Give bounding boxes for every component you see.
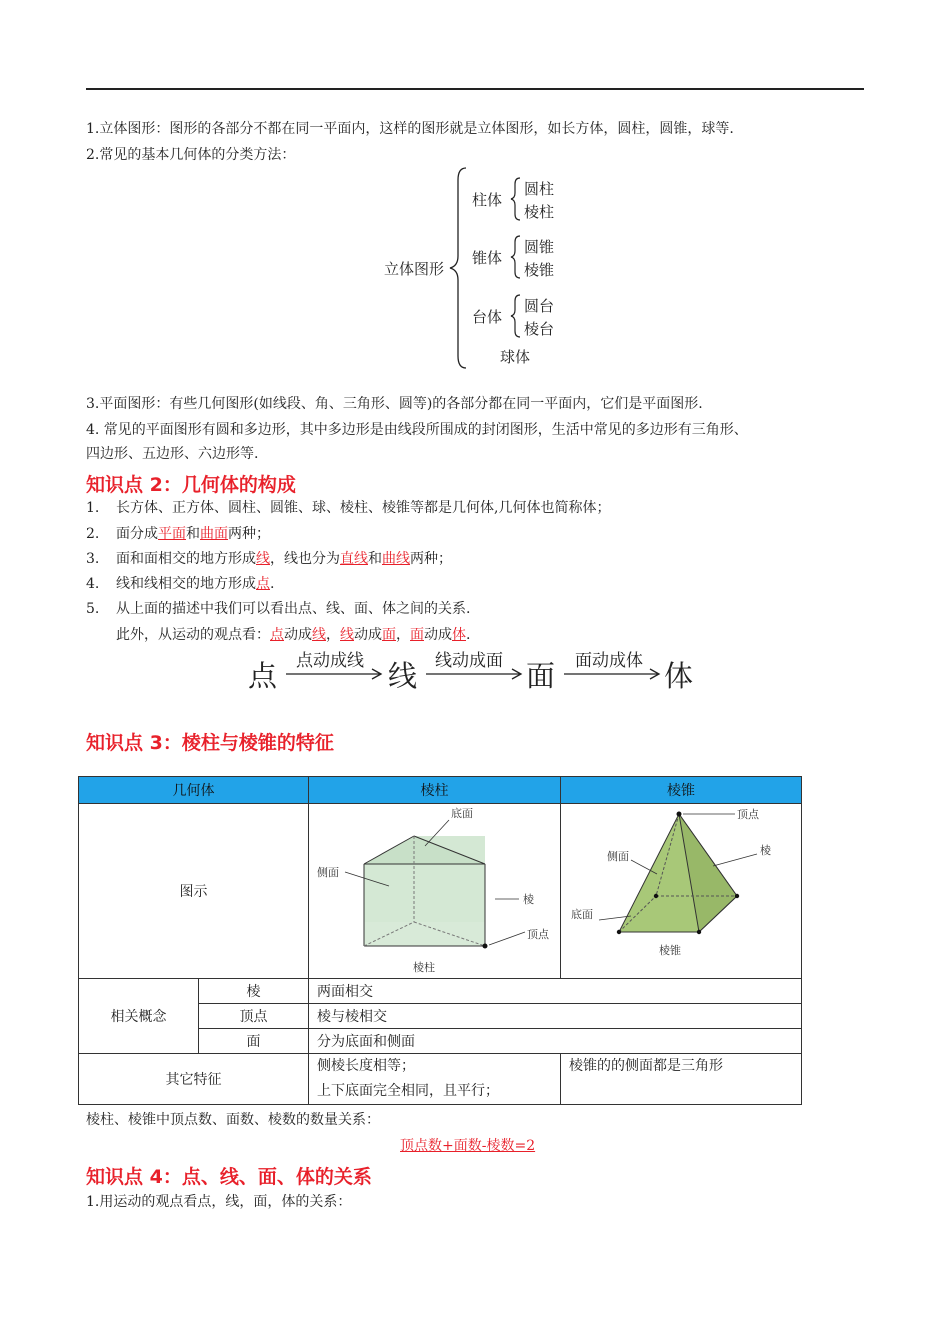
other-prism: 侧棱长度相等； 上下底面完全相同，且平行；: [309, 1054, 561, 1105]
tree-zhu: 柱体: [472, 191, 503, 209]
flow-surface: 面: [526, 659, 556, 693]
s2-item-2: 2. 面分成平面和曲面两种；: [86, 526, 270, 542]
plane-line-4a: 4. 常见的平面图形有圆和多边形，其中多边形是由线段所围成的封闭图形，生活中常见的多边形有三角形、: [86, 422, 748, 438]
section-4-heading: 知识点 4：点、线、面、体的关系: [86, 1166, 372, 1188]
concept-desc: 棱与棱相交: [309, 1004, 802, 1029]
section-2-heading: 知识点 2：几何体的构成: [86, 474, 296, 496]
plane-line-4b: 四边形、五边形、六边形等.: [86, 446, 259, 462]
pyramid-figure-cell: [561, 804, 802, 979]
concept-term: 棱: [199, 979, 309, 1004]
relation-line: 棱柱、棱锥中顶点数、面数、棱数的数量关系：: [86, 1112, 380, 1128]
concept-term: 顶点: [199, 1004, 309, 1029]
tree-root: 立体图形: [384, 260, 445, 278]
flow-label-3: 面动成体: [575, 651, 643, 671]
prism-caption: 棱柱: [413, 961, 435, 974]
intro-line-2: 2.常见的基本几何体的分类方法：: [86, 147, 296, 163]
flow-line: 线: [388, 659, 418, 693]
flow-label-2: 线动成面: [435, 651, 503, 671]
euler-formula: 顶点数+面数-棱数=2: [400, 1138, 536, 1154]
prism-label-side: 侧面: [317, 866, 339, 879]
prism-label-base: 底面: [451, 807, 473, 820]
intro-line-1: 1.立体图形：图形的各部分不都在同一平面内，这样的图形就是立体图形，如长方体，圆柱，圆锥，球等.: [86, 121, 734, 137]
pyramid-label-edge: 棱: [760, 844, 771, 857]
table-row: [79, 804, 802, 979]
tree-tai: 台体: [472, 308, 503, 326]
plane-line-3: 3.平面图形：有些几何图形(如线段、角、三角形、圆等)的各部分都在同一平面内，它们是平面图形.: [86, 396, 703, 412]
s4-line-1: 1.用运动的观点看点，线，面，体的关系：: [86, 1194, 352, 1210]
tree-zhu-a: 圆柱: [524, 180, 555, 198]
concept-term: 面: [199, 1029, 309, 1054]
prism-diagram: [309, 804, 561, 978]
header-solid: 几何体: [79, 777, 309, 804]
tree-tai-b: 棱台: [524, 320, 555, 338]
s2-item-5b: 此外，从运动的观点看：点动成线，线动成面，面动成体.: [116, 627, 471, 643]
flow-solid: 体: [664, 659, 694, 693]
s2-item-1: 1. 长方体、正方体、圆柱、圆锥、球、棱柱、棱锥等都是几何体,几何体也简称体；: [86, 500, 611, 516]
row-diagram-label: 图示: [79, 804, 309, 979]
concept-desc: 两面相交: [309, 979, 802, 1004]
pyramid-label-vertex: 顶点: [737, 808, 759, 821]
prism-label-edge: 棱: [523, 893, 534, 906]
flow-arrows: [280, 664, 670, 684]
pyramid-label-side: 侧面: [607, 850, 629, 863]
other-pyramid: 棱锥的的侧面都是三角形: [561, 1054, 802, 1105]
header-rule: [86, 88, 864, 90]
table-row: [79, 1054, 802, 1105]
section-3-heading: 知识点 3：棱柱与棱锥的特征: [86, 732, 334, 754]
other-label: 其它特征: [79, 1054, 309, 1105]
table-row: [79, 979, 802, 1004]
flow-label-1: 点动成线: [296, 651, 364, 671]
s2-item-5: 5. 从上面的描述中我们可以看出点、线、面、体之间的关系.: [86, 601, 471, 617]
tree-zhui-b: 棱锥: [524, 261, 555, 279]
tree-zhu-b: 棱柱: [524, 203, 555, 221]
pyramid-diagram: [561, 804, 802, 978]
s2-item-3: 3. 面和面相交的地方形成线，线也分为直线和曲线两种；: [86, 551, 452, 567]
prism-figure-cell: [309, 804, 561, 979]
table-header-row: [79, 777, 802, 804]
concept-label: 相关概念: [79, 979, 199, 1054]
prism-label-vertex: 顶点: [527, 928, 549, 941]
tree-qiu: 球体: [500, 348, 531, 366]
pyramid-caption: 棱锥: [659, 944, 681, 957]
header-pyramid: 棱锥: [561, 777, 802, 804]
tree-tai-a: 圆台: [524, 297, 555, 315]
s2-item-4: 4. 线和线相交的地方形成点.: [86, 576, 275, 592]
tree-zhui: 锥体: [472, 249, 503, 267]
tree-zhui-a: 圆锥: [524, 238, 555, 256]
header-prism: 棱柱: [309, 777, 561, 804]
flow-point: 点: [248, 659, 278, 693]
pyramid-label-base: 底面: [571, 908, 593, 921]
prism-pyramid-table: [78, 776, 802, 1105]
concept-desc: 分为底面和侧面: [309, 1029, 802, 1054]
